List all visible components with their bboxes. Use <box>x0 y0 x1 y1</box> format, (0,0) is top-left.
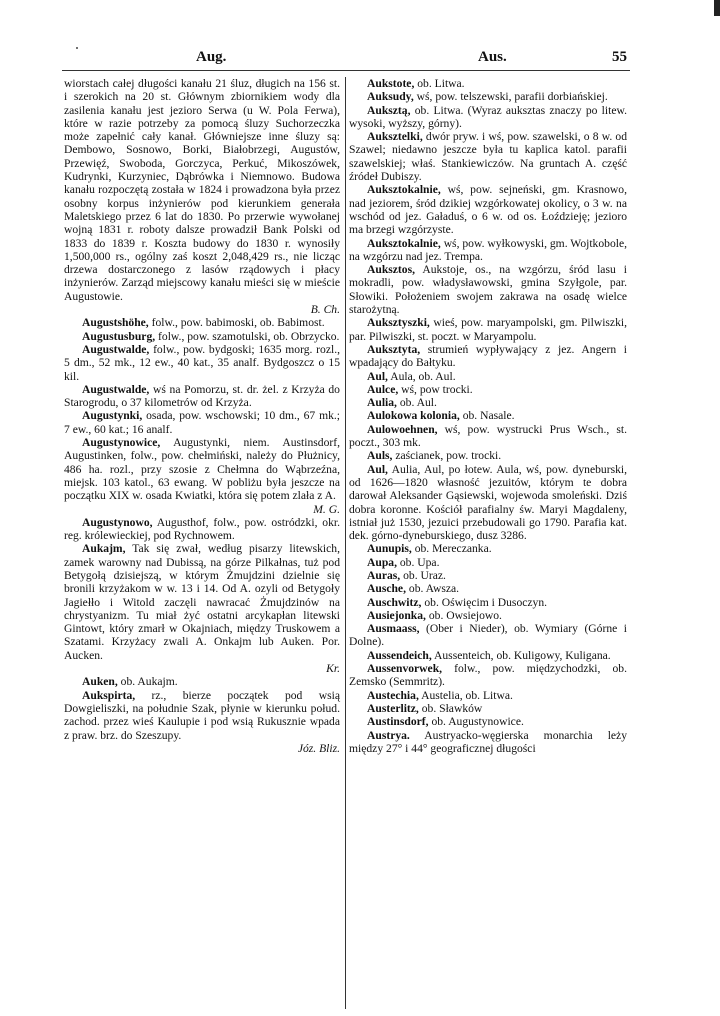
entry-text: zaścianek, pow. trocki. <box>395 449 502 463</box>
dictionary-entry <box>349 449 627 462</box>
dictionary-entry <box>64 330 340 343</box>
dictionary-entry <box>349 263 627 316</box>
entry-text: folw., pow. międzychodzki, ob. Zemsko (Semmritz). <box>349 662 627 689</box>
entry-text: Aulia, Aul, po łotew. Aula, wś, pow. dyneburski, od 1626—1820 własność jezuitów, którym te dobra darował Aleksander Gąsiewski, wojewoda smoleński. Dziś dobra koronne. Kościół parafialny św. Maryi Magdaleny, istniał już 1530, jezuici przebudowali go 1790. Parafia kat. dek. górno-dyneburskiego, dusz 3286. <box>349 462 628 543</box>
entry-text: Augusthof, folw., pow. ostródzki, okr. reg. królewieckiej, pod Rychnowem. <box>64 515 340 543</box>
entry-text: folw., pow. szamotulski, ob. Obrzycko. <box>158 329 340 343</box>
entry-headword: Aupa, <box>367 555 397 569</box>
entry-headword: Ausche, <box>367 582 406 596</box>
entry-signature: Józ. Bliz. <box>297 741 340 755</box>
entry-text: ob. Aukajm. <box>120 675 178 689</box>
entry-headword: Austrya. <box>367 728 410 742</box>
dictionary-entry <box>349 130 627 183</box>
entry-text: ob. Upa. <box>399 555 440 569</box>
right-column <box>349 77 627 755</box>
page-number: 55 <box>612 49 627 65</box>
running-head-center: Aus. <box>478 49 507 65</box>
entry-headword: Aussenvorwek, <box>367 662 443 676</box>
dictionary-entry <box>349 343 627 370</box>
dictionary-entry <box>349 183 627 236</box>
entry-headword: Aulokowa kolonia, <box>367 409 460 423</box>
entry-headword: Aukspirta, <box>82 688 136 702</box>
entry-text: Aussenteich, ob. Kuligowy, Kuligana. <box>434 648 611 662</box>
entry-headword: Aukstote, <box>367 77 415 90</box>
entry-text: Aukstoje, os., na wzgórzu, śród lasu i mokradli, pow. władysławowski, gmina Szyłgole, par. Słowiki. Położeniem swojem zakrawa na osadę wielce starożytną. <box>349 263 627 317</box>
entry-text: folw., pow. babimoski, ob. Babimost. <box>151 316 325 330</box>
header-rule <box>62 70 630 71</box>
entry-headword: Austinsdorf, <box>367 715 429 729</box>
entry-headword: Austerlitz, <box>367 701 419 715</box>
entry-headword: Auksudy, <box>367 90 414 104</box>
dictionary-entry <box>349 556 627 569</box>
entry-signature: Kr. <box>326 662 340 676</box>
entry-text: wieś, pow. maryampolski, gm. Pilwiszki, par. Pilwiszki, st. poczt. w Maryampolu. <box>349 316 627 343</box>
entry-text: ob. Mereczanka. <box>414 542 492 556</box>
entry-text: ob. Uraz. <box>403 568 446 582</box>
entry-text: wś, pow. wystrucki Prus Wsch., st. poczt., 303 mk. <box>349 422 627 450</box>
corner-mark <box>714 0 720 16</box>
entry-headword: Aul, <box>367 369 388 383</box>
dictionary-entry <box>349 582 627 595</box>
dictionary-entry <box>349 77 627 90</box>
entry-text: Tak się zwał, według pisarzy litewskich, zamek warowny nad Dubissą, na górze Pilkałnas, tuż pod Betygołą dzisiejszą, w którym Żmujdzini dzielnie się bronili krzyżakom w w. 13 i 14. Od A. ozyli od Betygoły Jagiełło i Witold zaczęli nawracać Żmujdzinów na chrystyanizm. Tu miał żyć ostatni arcykapłan litewski Gintowt, który zmarł w Okajniach, między Truskowem a Szatami. Krzyżacy zwali A. Onkajm lub Auken. Por. Aucken. <box>64 542 340 662</box>
dictionary-entry <box>64 436 340 502</box>
entry-text: Austryacko-węgierska monarchia leży między 27° i 44° geograficznej długości <box>349 728 628 755</box>
entry-text: ob. Owsiejowo. <box>428 608 502 622</box>
dictionary-entry <box>349 383 627 396</box>
entry-headword: Ausmaass, <box>367 622 420 636</box>
entry-text: ob. Awsza. <box>408 582 460 596</box>
entry-headword: Auksztyta, <box>367 342 421 356</box>
entry-text: ob. Nasale. <box>462 409 515 423</box>
entry-text: ob. Litwa. (Wyraz auksztas znaczy po litew. wysoki, wyższy, górny). <box>349 103 627 130</box>
entry-headword: Aunupis, <box>367 542 412 556</box>
entry-headword: Auksztą, <box>367 103 411 117</box>
entry-signature: B. Ch. <box>310 303 340 317</box>
entry-headword: Aukajm, <box>82 542 126 556</box>
dictionary-entry <box>64 542 340 662</box>
entry-headword: Aussendeich, <box>367 648 432 662</box>
dictionary-entry <box>64 516 340 543</box>
dictionary-entry <box>64 77 340 303</box>
dictionary-entry <box>64 675 340 688</box>
dictionary-entry <box>349 90 627 103</box>
entry-headword: Aulia, <box>367 396 397 410</box>
dictionary-entry <box>349 689 627 702</box>
dictionary-entry <box>349 715 627 728</box>
entry-headword: Auksztelki, <box>367 130 423 144</box>
page-speck <box>76 47 78 49</box>
dictionary-entry <box>349 729 627 756</box>
entry-headword: Aulowoehnen, <box>367 422 438 436</box>
column-divider <box>345 77 346 1009</box>
entry-headword: Augustynowo, <box>82 515 153 529</box>
entry-text: Austelia, ob. Litwa. <box>421 688 513 702</box>
entry-text: wś, pow. wyłkowyski, gm. Wojtkobole, na wzgórzu nad jez. Trempa. <box>349 236 628 263</box>
entry-text: ob. Aul. <box>399 396 437 410</box>
entry-text: osada, pow. wschowski; 10 dm., 67 mk.; 7 ew., 60 kat.; 16 analf. <box>64 409 341 436</box>
dictionary-entry <box>349 569 627 582</box>
dictionary-entry <box>349 423 627 450</box>
dictionary-entry <box>349 542 627 555</box>
entry-text: ob. Oświęcim i Dusoczyn. <box>424 595 548 609</box>
dictionary-entry <box>64 689 340 742</box>
dictionary-entry <box>349 649 627 662</box>
entry-text: wś na Pomorzu, st. dr. żel. z Krzyża do Starogrodu, o 37 kilometrów od Krzyża. <box>64 382 340 410</box>
running-head-left: Aug. <box>196 49 227 65</box>
entry-text: Aula, ob. Aul. <box>390 369 456 383</box>
entry-headword: Auschwitz, <box>367 595 422 609</box>
dictionary-entry <box>349 370 627 383</box>
entry-headword: Auksztokalnie, <box>367 183 441 197</box>
entry-text: ob. Sławków <box>421 701 483 715</box>
entry-text: folw., pow. bydgoski; 1635 morg. rozl., 5 dm., 52 mk., 12 ew., 40 kat., 35 analf. Bydgoszcz o 15 kil. <box>64 342 340 383</box>
entry-headword: Augustshöhe, <box>82 316 149 330</box>
entry-text: ob. Litwa. <box>417 77 465 90</box>
entry-headword: Austechia, <box>367 688 419 702</box>
entry-text: strumień wypływający z jez. Angern i wpadający do Bałtyku. <box>349 342 627 370</box>
entry-headword: Auras, <box>367 568 401 582</box>
entry-text: wś, pow. sejneński, gm. Krasnowo, nad jeziorem, śród dzikiej wzgórkowatej okolicy, o 3 w. na wschód od jez. Gaładuś, o 6 w. od os. Łoździeję; jezioro ma brzegi wzgórzyste. <box>349 183 627 237</box>
entry-text: dwór pryw. i wś, pow. szawelski, o 8 w. od Szawel; niedawno jeszcze była tu kaplica katol. parafii szawelskiej; właś. Stankiewiczów. Na gruntach A. część źródeł Dubiszy. <box>349 130 627 184</box>
entry-text: Augustynki, niem. Austinsdorf, Augustinken, folw., pow. chełmiński, należy do Płużnicy, 486 ha. rozl., przy szosie z Chełmna do Wąbrzeźna, miejsk. 103 katol., 63 ewang. W pobliżu była jeszcze na początku XIX w. osada Kwiatki, która się potem zlała z A. <box>64 436 341 503</box>
dictionary-entry <box>349 596 627 609</box>
dictionary-entry <box>349 609 627 622</box>
entry-headword: Augustwalde, <box>82 382 150 396</box>
entry-signature: M. G. <box>313 502 340 516</box>
left-column <box>64 77 340 755</box>
entry-text: wś, pow trocki. <box>401 382 473 396</box>
dictionary-entry <box>349 463 627 543</box>
entry-headword: Augustynki, <box>82 409 143 423</box>
entry-headword: Augustusburg, <box>82 329 156 343</box>
entry-text: (Ober i Nieder), ob. Wymiary (Górne i Dolne). <box>349 622 627 649</box>
dictionary-entry <box>64 343 340 383</box>
dictionary-entry <box>64 383 340 410</box>
entry-text: rz., bierze początek pod wsią Dowgieliszki, na południe Szak, płynie w kierunku połud. zachod. przez wieś Kaulupie i pod wsią Rukusznie wpada z praw. brz. do Szeszupy. <box>64 688 340 742</box>
entry-headword: Auksztyszki, <box>367 316 430 330</box>
entry-headword: Auksztokalnie, <box>367 236 441 250</box>
dictionary-entry <box>349 622 627 649</box>
entry-headword: Aulce, <box>367 382 399 396</box>
entry-text: wiorstach całej długości kanału 21 śluz, długich na 156 st. i szerokich na 20 st. Głównym zbiornikiem wody dla zasilenia kanału jest jezioro Serwa (u W. Pola Ferwa), które w razie potrzeby za pomocą śluzy Suchorzeczka może zapełnić cały kanał. Główniejsze inne śluzy są: Dembowo, Sosnowo, Borki, Białobrzegi, Augustów, Przewięź, Swoboda, Gorczyca, Perkuć, Mikoszówek, Kudrynki, Kurzyniec, Dąbrówka i Niemnowo. Budowa kanału rozpoczętą została w 1824 i prowadzona była przez osobny korpus inżynierów pod kierunkiem generała Maletskiego przez 6 lat do 1830. Po przerwie wywołanej wojną 1831 r. roboty dalsze prowadził Bank Polski od 1833 do 1839 r. Koszta budowy do 1830 r. wynosiły 1,500,000 rs., ogólny zaś koszt 2,048,429 rs., nie licząc drzewa dostarczonego z lasów rządowych i płacy inżynierów. Zarząd miejscowy kanału mieści się w mieście Augustowie. <box>64 77 340 303</box>
entry-headword: Auls, <box>367 449 393 463</box>
entry-headword: Auksztos, <box>367 263 415 277</box>
entry-headword: Augustwalde, <box>82 342 150 356</box>
entry-headword: Augustynowice, <box>82 436 161 450</box>
dictionary-entry <box>349 662 627 689</box>
dictionary-entry <box>349 104 627 131</box>
entry-headword: Ausiejonka, <box>367 608 426 622</box>
dictionary-entry <box>349 316 627 343</box>
entry-headword: Auken, <box>82 675 118 689</box>
dictionary-entry <box>349 702 627 715</box>
entry-text: ob. Augustynowice. <box>431 715 524 729</box>
entry-headword: Aul, <box>367 462 388 476</box>
dictionary-entry <box>64 316 340 329</box>
dictionary-entry <box>349 396 627 409</box>
dictionary-entry <box>349 409 627 422</box>
entry-text: wś, pow. telszewski, parafii dorbiańskiej. <box>416 90 608 104</box>
dictionary-entry <box>349 237 627 264</box>
dictionary-entry <box>64 409 340 436</box>
